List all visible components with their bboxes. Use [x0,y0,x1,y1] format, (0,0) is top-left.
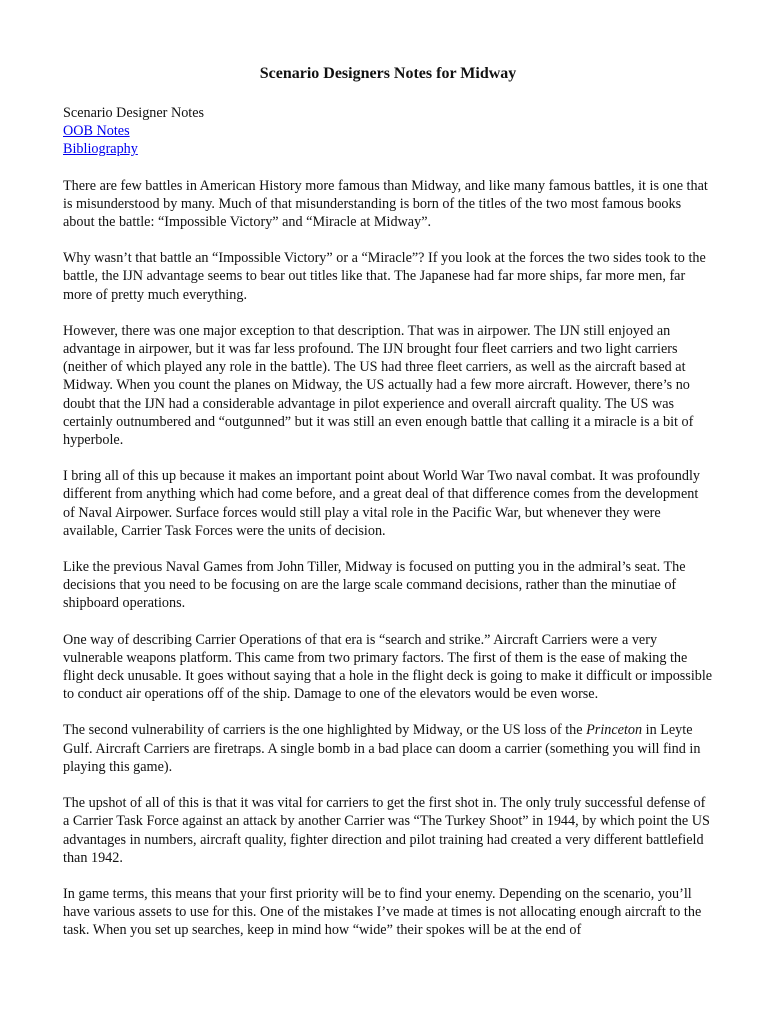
paragraph-3: However, there was one major exception to that description. That was in airpower. The IJN still enjoyed an advantage in airpower, but it was far less profound. The IJN brought four fleet carriers and two light carriers (neither of which played any role in the battle). The US had three fleet carriers, as well as the aircraft based at Midway. When you count the planes on Midway, the US actually had a few more aircraft. However, there’s no doubt that the IJN had a considerable advantage in pilot experience and overall aircraft quality. The US was certainly outnumbered and “outgunned” but it was still an even enough battle that calling it a miracle is a bit of hyperbole. [63,322,694,449]
paragraph-2: Why wasn’t that battle an “Impossible Victory” or a “Miracle”? If you look at the forces the two sides took to the battle, the IJN advantage seems to bear out titles like that. The Japanese had far more ships, far more men, far more of pretty much everything. [63,250,706,303]
document-title: Scenario Designers Notes for Midway [259,65,517,82]
ship-name-princeton: Princeton [586,722,643,739]
paragraph-8: The upshot of all of this is that it was vital for carriers to get the first shot in. The only truly successful defense of a Carrier Task Force against an attack by another Carrier was “The Turkey Shoot” in 1944, by which point the US advantages in numbers, aircraft quality, fighter direction and pilot training had created a very different battlefield than 1942. [63,795,710,866]
toc-link-oob-notes[interactable]: OOB Notes [63,123,130,140]
paragraph-9: In game terms, this means that your first priority will be to find your enemy. Depending on the scenario, you’ll have various assets to use for this. One of the mistakes I’ve made at times is not allocating enough aircraft to the task. When you set up searches, keep in mind how “wide” their spokes will be at the end of [63,885,702,939]
document-page [63,64,713,958]
paragraph-7-text-before: The second vulnerability of carriers is the one highlighted by Midway, or the US loss of the [63,722,587,739]
paragraph-1: There are few battles in American History more famous than Midway, and like many famous battles, it is one that is misunderstood by many. Much of that misunderstanding is born of the titles of the two most famous books about the battle: “Impossible Victory” and “Miracle at Midway”. [63,177,708,231]
paragraph-7-text-after: in Leyte Gulf. Aircraft Carriers are firetraps. A single bomb in a bad place can doom a carrier (something you will find in playing this game). [63,722,701,775]
toc-heading: Scenario Designer Notes [63,105,205,121]
paragraph-6: One way of describing Carrier Operations of that era is “search and strike.” Aircraft Carriers were a very vulnerable weapons platform. This came from two primary factors. The first of them is the ease of making the flight deck unusable. It goes without saying that a hole in the flight deck is going to make it difficult or impossible to conduct air operations off of the ship. Damage to one of the elevators would be even worse. [63,631,713,703]
paragraph-4: I bring all of this up because it makes an important point about World War Two naval combat. It was profoundly different from anything which had come before, and a great deal of that difference comes from the development of Naval Airpower. Surface forces would still play a vital role in the Pacific War, but whenever they were available, Carrier Task Forces were the units of decision. [63,468,700,539]
toc-link-bibliography[interactable]: Bibliography [63,141,138,158]
table-of-contents [63,104,713,159]
paragraph-7 [63,721,713,776]
paragraph-5: Like the previous Naval Games from John Tiller, Midway is focused on putting you in the admiral’s seat. The decisions that you need to be focusing on are the large scale command decisions, rather than the minutiae of shipboard operations. [63,559,686,612]
